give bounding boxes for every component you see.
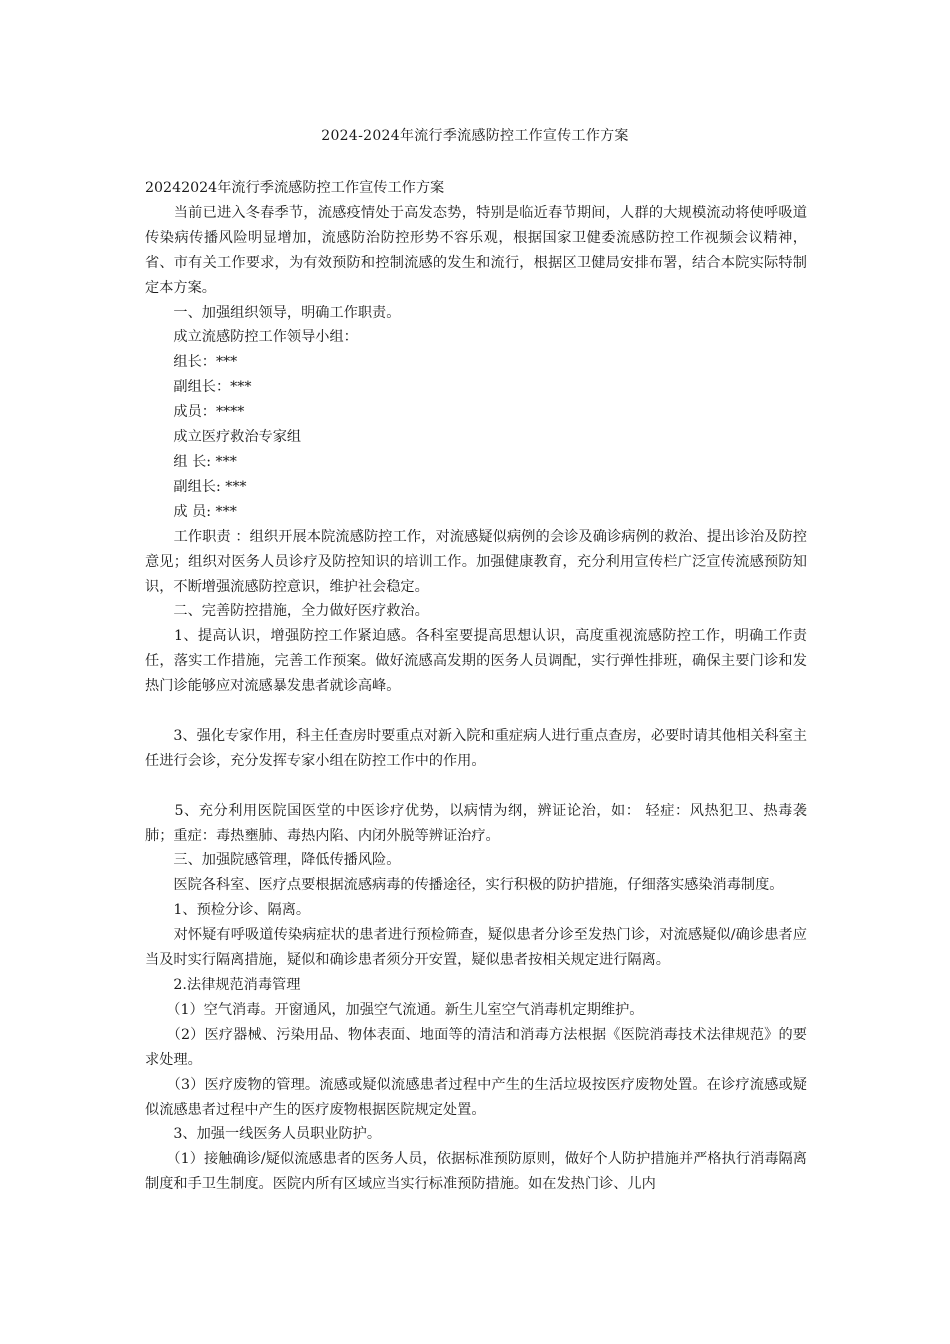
paragraph: 工作职责 ：组织开展本院流感防控工作，对流感疑似病例的会诊及确诊病例的救治、提出诊治及防控意见；组织对医务人员诊疗及防控知识的培训工作。加强健康教育，充分利用宣传栏广泛宣传流感预防知识，不断增强流感防控意识，维护社会稳定。	[145, 528, 807, 595]
blank-line	[145, 699, 807, 724]
paragraph: 副组长：***	[145, 379, 252, 396]
section-heading: 三、加强院感管理，降低传播风险。	[145, 852, 401, 869]
paragraph: （2）医疗器械、污染用品、物体表面、地面等的清洁和消毒方法根据《医院消毒技术法律规范》的要求处理。	[145, 1026, 807, 1068]
blank-line	[145, 774, 807, 799]
paragraph: 2.法律规范消毒管理	[145, 976, 301, 993]
paragraph: 成 员: ***	[145, 503, 237, 520]
document-body	[145, 176, 807, 1197]
paragraph: 3、强化专家作用，科主任查房时要重点对新入院和重症病人进行重点查房，必要时请其他相关科室主任进行会诊，充分发挥专家小组在防控工作中的作用。	[145, 727, 807, 769]
paragraph: 成员：****	[145, 404, 245, 421]
paragraph: 成立流感防控工作领导小组：	[145, 329, 358, 346]
paragraph: （3）医疗废物的管理。流感或疑似流感患者过程中产生的生活垃圾按医疗废物处置。在诊疗流感或疑似流感患者过程中产生的医疗废物根据医院规定处置。	[145, 1076, 807, 1118]
paragraph: 当前已进入冬春季节，流感疫情处于高发态势，特别是临近春节期间，人群的大规模流动将使呼吸道传染病传播风险明显增加，流感防治防控形势不容乐观，根据国家卫健委流感防控工作视频会议精神，省、市有关工作要求，为有效预防和控制流感的发生和流行，根据区卫健局安排布署，结合本院实际特制定本方案。	[145, 204, 807, 296]
paragraph: 1、预检分诊、隔离。	[145, 902, 311, 919]
paragraph: （1）接触确诊/疑似流感患者的医务人员，依据标准预防原则，做好个人防护措施并严格执行消毒隔离制度和手卫生制度。医院内所有区域应当实行标准预防措施。如在发热门诊、儿内	[145, 1151, 807, 1193]
paragraph: 对怀疑有呼吸道传染病症状的患者进行预检筛查，疑似患者分诊至发热门诊，对流感疑似/确诊患者应当及时实行隔离措施，疑似和确诊患者须分开安置，疑似患者按相关规定进行隔离。	[145, 927, 807, 969]
paragraph: 3、加强一线医务人员职业防护。	[145, 1126, 382, 1143]
paragraph: 组 长: ***	[145, 453, 237, 470]
paragraph: 组长：***	[145, 354, 238, 371]
section-heading: 一、加强组织领导，明确工作职责。	[145, 304, 401, 321]
paragraph: 1、提高认识，增强防控工作紧迫感。各科室要提高思想认识，高度重视流感防控工作，明确工作责任，落实工作措施，完善工作预案。做好流感高发期的医务人员调配，实行弹性排班，确保主要门诊和发热门诊能够应对流感暴发患者就诊高峰。	[145, 628, 807, 695]
document-title: 2024-2024年流行季流感防控工作宣传工作方案	[321, 128, 629, 144]
paragraph: 20242024年流行季流感防控工作宣传工作方案	[145, 180, 445, 196]
paragraph: 副组长: ***	[145, 478, 247, 495]
paragraph: 5、充分利用医院国医堂的中医诊疗优势，以病情为纲，辨证论治，如： 轻症：风热犯卫、热毒袭肺；重症：毒热壅肺、毒热内陷、内闭外脱等辨证治疗。	[145, 802, 807, 844]
paragraph: 成立医疗救治专家组	[145, 429, 302, 446]
paragraph: （1）空气消毒。开窗通风，加强空气流通。新生儿室空气消毒机定期维护。	[145, 1001, 644, 1018]
section-heading: 二、完善防控措施，全力做好医疗救治。	[145, 603, 429, 620]
paragraph: 医院各科室、医疗点要根据流感病毒的传播途径，实行积极的防护措施，仔细落实感染消毒制度。	[145, 877, 784, 894]
